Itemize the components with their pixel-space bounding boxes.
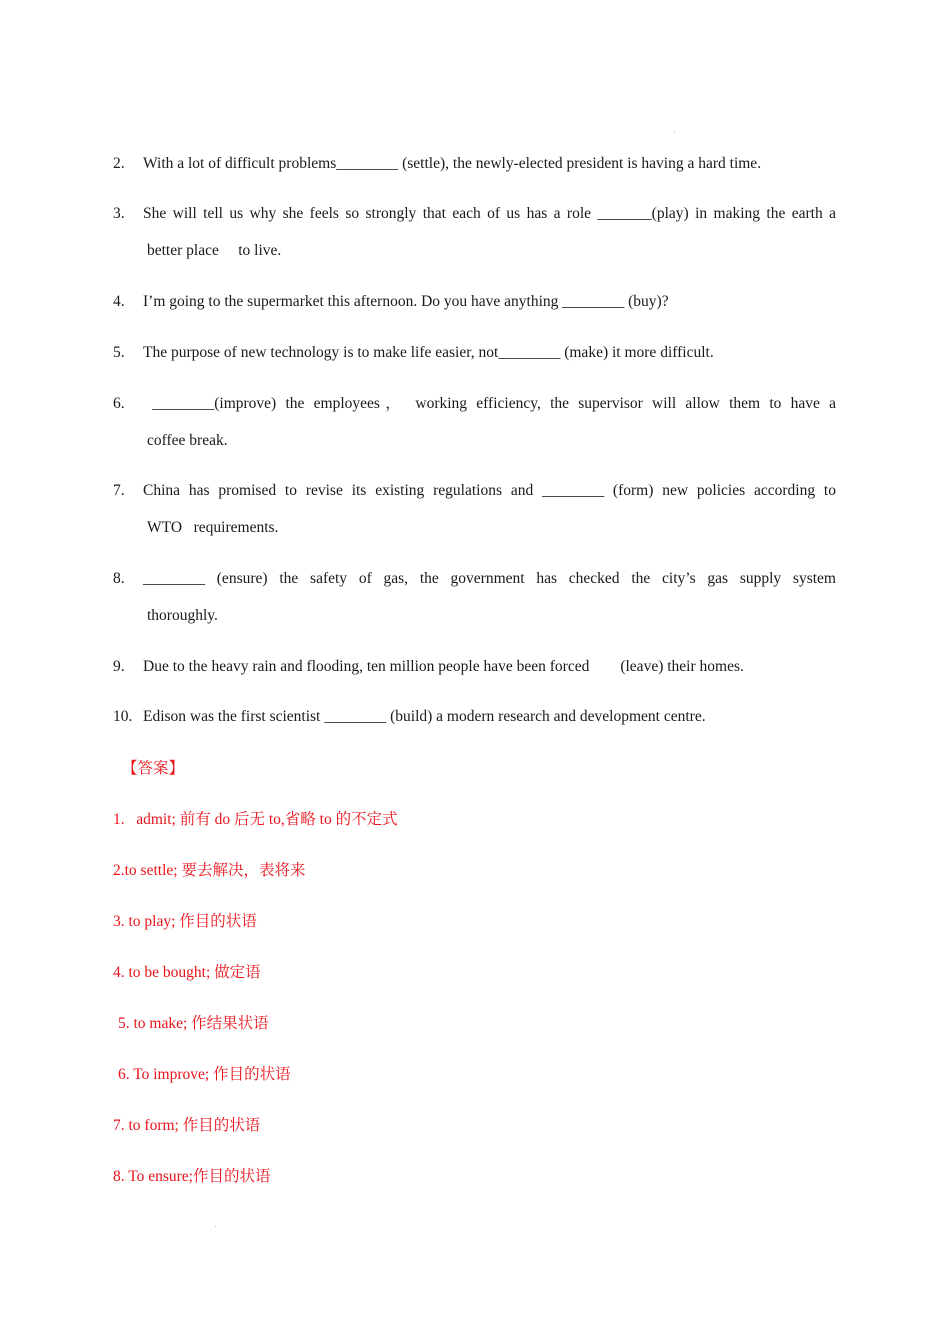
question-10 [113,698,836,735]
answer-4: 4. to be bought; 做定语 [113,964,261,981]
question-text: With a lot of difficult problems________ (settle), the newly-elected president is having a hard time. [143,155,762,172]
question-text: Due to the heavy rain and flooding, ten million people have been forced (leave) their homes. [143,658,744,675]
question-2 [113,145,836,182]
question-number: 7. [113,482,125,499]
question-number: 8. [113,570,125,587]
question-number: 3. [113,205,125,222]
answer-5: 5. to make; 作结果状语 [118,1015,269,1032]
answer-7: 7. to form; 作目的状语 [113,1117,261,1134]
answer-heading: 【答案】 [122,759,185,777]
answer-3: 3. to play; 作目的状语 [113,913,257,930]
question-text: The purpose of new technology is to make life easier, not________ (make) it more difficult. [143,344,714,361]
question-7 [113,472,836,546]
question-text-continued: WTO requirements. [147,519,279,536]
answer-6: 6. To improve; 作目的状语 [118,1066,291,1083]
question-text-continued: better place to live. [147,242,282,259]
question-text: China has promised to revise its existing regulations and ________ (form) new policies according to [143,482,836,499]
question-text: Edison was the first scientist ________ (build) a modern research and development centre. [143,708,706,725]
question-text: I’m going to the supermarket this afternoon. Do you have anything ________ (buy)? [143,293,669,310]
question-6 [113,385,836,459]
question-number: 5. [113,344,125,361]
question-number: 10. [113,708,133,725]
page-speck [215,1226,216,1227]
question-number: 4. [113,293,125,310]
question-8 [113,560,836,634]
question-text-continued: coffee break. [147,432,228,449]
question-number: 9. [113,658,125,675]
question-9 [113,648,836,685]
question-text: ________(improve) the employees， working efficiency, the supervisor will allow them to have a [143,395,836,412]
answer-1: 1. admit; 前有 do 后无 to,省略 to 的不定式 [113,811,398,828]
question-number: 6. [113,395,125,412]
question-4 [113,283,836,320]
question-text: She will tell us why she feels so strongly that each of us has a role _______(play) in making the earth a [143,205,836,222]
question-text-continued: thoroughly. [147,607,218,624]
question-5 [113,334,836,371]
question-text: ________ (ensure) the safety of gas, the government has checked the city’s gas supply system [143,570,836,587]
page-speck [674,131,675,132]
answer-8: 8. To ensure;作目的状语 [113,1168,271,1185]
question-3 [113,195,836,269]
question-number: 2. [113,155,125,172]
answer-2: 2.to settle; 要去解决，表将来 [113,862,306,879]
